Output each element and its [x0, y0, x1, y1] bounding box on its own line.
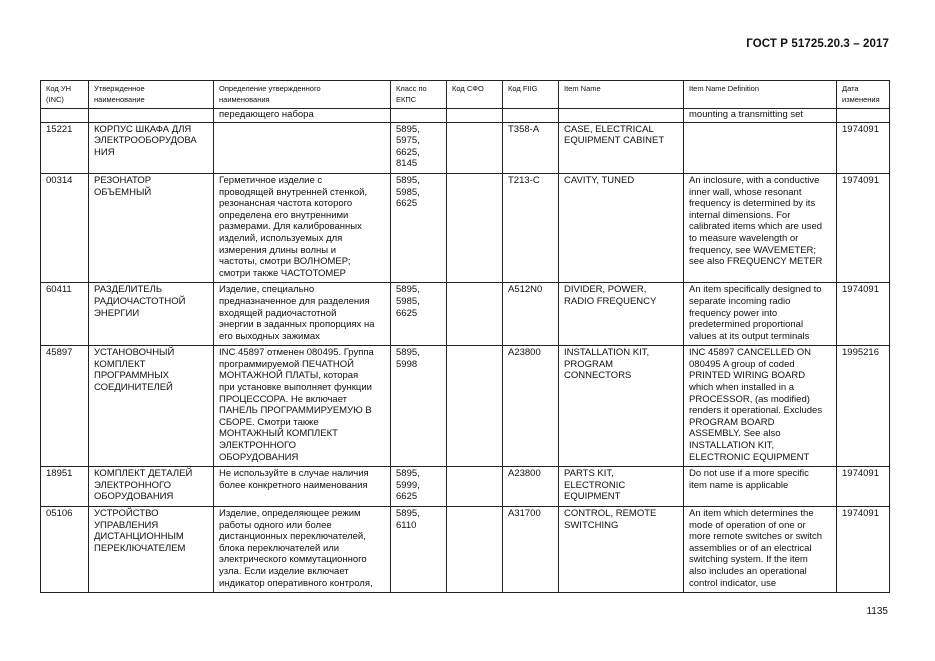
col-header-sfo: Код СФО [447, 81, 503, 109]
cell-item-name [559, 109, 684, 123]
cell-definition-ru: Герметичное изделие с проводящей внутренней стенкой, резонансная частота которого определена его внутренними размерами. Для калиброванных изделий, используемых для измерения длины волны и частоты, смотри ВОЛНОМЕР; смотри также ЧАСТОТОМЕР [214, 173, 391, 282]
cell-item-name: PARTS KIT, ELECTRONIC EQUIPMENT [559, 467, 684, 507]
col-header-definition-en: Item Name Definition [684, 81, 837, 109]
cell-definition-en: mounting a transmitting set [684, 109, 837, 123]
cell-inc [41, 109, 89, 123]
cell-ekps: 5895, 5999, 6625 [391, 467, 447, 507]
cell-name-ru: РАЗДЕЛИТЕЛЬ РАДИОЧАСТОТНОЙ ЭНЕРГИИ [89, 283, 214, 346]
cell-definition-ru [214, 122, 391, 173]
cell-inc: 05106 [41, 507, 89, 593]
cell-inc: 15221 [41, 122, 89, 173]
cell-date [837, 109, 890, 123]
table-row [41, 122, 890, 173]
cell-name-ru [89, 109, 214, 123]
cell-definition-en: Do not use if a more specific item name is applicable [684, 467, 837, 507]
cell-definition-en: An item which determines the mode of operation of one or more remote switches or switch assemblies or of an electrical switching system. If the item also includes an operational control indicator, use [684, 507, 837, 593]
cell-inc: 45897 [41, 346, 89, 467]
cell-item-name: DIVIDER, POWER, RADIO FREQUENCY [559, 283, 684, 346]
cell-name-ru: КОРПУС ШКАФА ДЛЯ ЭЛЕКТРООБОРУДОВА НИЯ [89, 122, 214, 173]
cell-inc: 00314 [41, 173, 89, 282]
cell-fiig: A23800 [503, 346, 559, 467]
document-title: ГОСТ Р 51725.20.3 – 2017 [746, 38, 889, 50]
cell-ekps: 5895, 5998 [391, 346, 447, 467]
cell-inc: 18951 [41, 467, 89, 507]
cell-name-ru: РЕЗОНАТОР ОБЪЕМНЫЙ [89, 173, 214, 282]
col-header-name-ru: Утвержденное наименование [89, 81, 214, 109]
cell-fiig: T213-C [503, 173, 559, 282]
cell-date: 1974091 [837, 173, 890, 282]
cell-fiig: A512N0 [503, 283, 559, 346]
cell-ekps: 5895, 5975, 6625, 8145 [391, 122, 447, 173]
cell-date: 1974091 [837, 507, 890, 593]
table-row-continuation [41, 109, 890, 123]
cell-sfo [447, 467, 503, 507]
table-row [41, 346, 890, 467]
cell-sfo [447, 507, 503, 593]
cell-definition-ru: Не используйте в случае наличия более конкретного наименования [214, 467, 391, 507]
cell-definition-ru: Изделие, специально предназначенное для разделения входящей радиочастотной энергии в заданных пропорциях на его выходных зажимах [214, 283, 391, 346]
cell-name-ru: КОМПЛЕКТ ДЕТАЛЕЙ ЭЛЕКТРОННОГО ОБОРУДОВАНИЯ [89, 467, 214, 507]
cell-definition-ru: передающего набора [214, 109, 391, 123]
cell-fiig: A23800 [503, 467, 559, 507]
cell-ekps: 5895, 5985, 6625 [391, 283, 447, 346]
table-row [41, 467, 890, 507]
cell-item-name: INSTALLATION KIT, PROGRAM CONNECTORS [559, 346, 684, 467]
cell-definition-en: An inclosure, with a conductive inner wall, whose resonant frequency is determined by its internal dimensions. For calibrated items which are used to measure wavelength or frequency, see WAVEMETER; see also FREQUENCY METER [684, 173, 837, 282]
cell-date: 1995216 [837, 346, 890, 467]
col-header-definition-ru: Определение утвержденного наименования [214, 81, 391, 109]
cell-definition-en: An item specifically designed to separate incoming radio frequency power into predetermined proportional values at its output terminals [684, 283, 837, 346]
table-row [41, 173, 890, 282]
cell-sfo [447, 283, 503, 346]
table-row [41, 507, 890, 593]
cell-ekps: 5895, 6110 [391, 507, 447, 593]
cell-sfo [447, 109, 503, 123]
cell-definition-en [684, 122, 837, 173]
cell-date: 1974091 [837, 467, 890, 507]
table-row [41, 283, 890, 346]
cell-sfo [447, 346, 503, 467]
col-header-inc: Код УН (INC) [41, 81, 89, 109]
cell-ekps: 5895, 5985, 6625 [391, 173, 447, 282]
cell-name-ru: УСТРОЙСТВО УПРАВЛЕНИЯ ДИСТАНЦИОННЫМ ПЕРЕКЛЮЧАТЕЛЕМ [89, 507, 214, 593]
cell-item-name: CONTROL, REMOTE SWITCHING [559, 507, 684, 593]
cell-item-name: CAVITY, TUNED [559, 173, 684, 282]
col-header-date: Дата изменения [837, 81, 890, 109]
cell-ekps [391, 109, 447, 123]
col-header-fiig: Код FIIG [503, 81, 559, 109]
col-header-ekps: Класс по ЕКПС [391, 81, 447, 109]
cell-sfo [447, 122, 503, 173]
cell-fiig [503, 109, 559, 123]
cell-item-name: CASE, ELECTRICAL EQUIPMENT CABINET [559, 122, 684, 173]
cell-definition-ru: INC 45897 отменен 080495. Группа программируемой ПЕЧАТНОЙ МОНТАЖНОЙ ПЛАТЫ, которая при установке выполняет функции ПРОЦЕССОРА. Не включает ПАНЕЛЬ ПРОГРАММИРУЕМУЮ В СБОРЕ. Смотри также МОНТАЖНЫЙ КОМПЛЕКТ ЭЛЕКТРОННОГО ОБОРУДОВАНИЯ [214, 346, 391, 467]
cell-fiig: T358-A [503, 122, 559, 173]
cell-inc: 60411 [41, 283, 89, 346]
col-header-item-name: Item Name [559, 81, 684, 109]
page-number: 1135 [866, 606, 888, 617]
cell-definition-ru: Изделие, определяющее режим работы одного или более дистанционных переключателей, блока переключателей или электрического коммутационного узла. Если изделие включает индикатор оперативного контроля, [214, 507, 391, 593]
cell-fiig: A31700 [503, 507, 559, 593]
cell-definition-en: INC 45897 CANCELLED ON 080495 A group of coded PRINTED WIRING BOARD which when installed in a PROCESSOR, (as modified) renders it operational. Excludes PROGRAM BOARD ASSEMBLY. See also INSTALLATION KIT, ELECTRONIC EQUIPMENT [684, 346, 837, 467]
cell-sfo [447, 173, 503, 282]
table-header-row [41, 81, 890, 109]
cell-name-ru: УСТАНОВОЧНЫЙ КОМПЛЕКТ ПРОГРАММНЫХ СОЕДИНИТЕЛЕЙ [89, 346, 214, 467]
cell-date: 1974091 [837, 283, 890, 346]
cell-date: 1974091 [837, 122, 890, 173]
nomenclature-table [40, 80, 890, 593]
